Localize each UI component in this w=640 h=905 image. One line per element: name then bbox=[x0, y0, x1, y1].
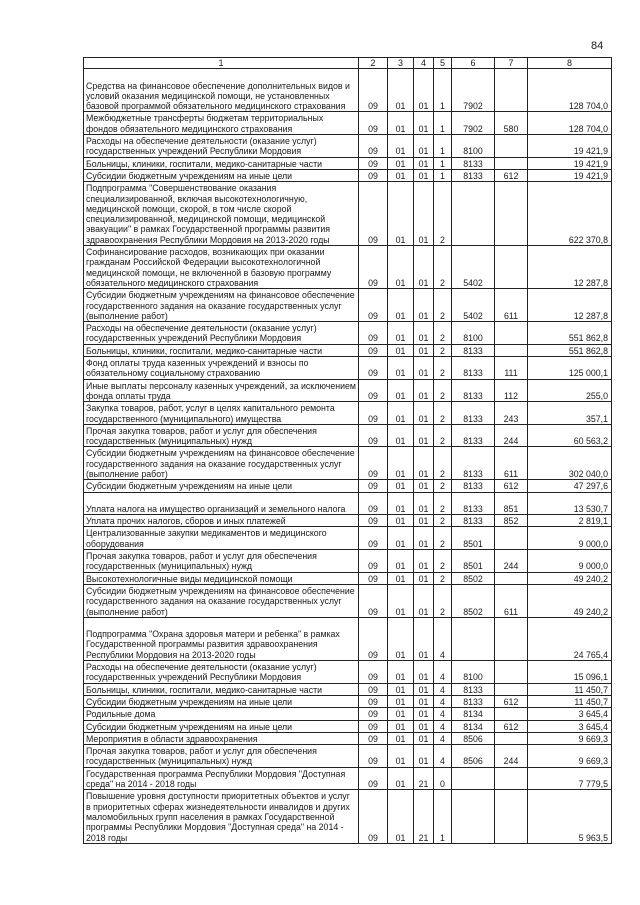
row-code-c3: 01 bbox=[388, 550, 414, 573]
row-code-c4: 01 bbox=[414, 617, 434, 660]
row-code-c3: 01 bbox=[388, 720, 414, 732]
row-code-c6: 8501 bbox=[452, 550, 495, 573]
row-code-c5: 4 bbox=[434, 708, 452, 720]
row-code-c7: 112 bbox=[495, 379, 528, 402]
row-code-c2: 09 bbox=[359, 617, 388, 660]
row-code-c6: 8133 bbox=[452, 379, 495, 402]
row-code-c2: 09 bbox=[359, 447, 388, 480]
row-code-c6: 8133 bbox=[452, 480, 495, 492]
row-code-c6: 8133 bbox=[452, 695, 495, 707]
row-code-c7: 611 bbox=[495, 584, 528, 617]
row-code-c5: 2 bbox=[434, 246, 452, 289]
row-code-c4: 01 bbox=[414, 527, 434, 550]
row-name: Расходы на обеспечение деятельности (оказание услуг) государственных учреждений Республики Мордовия bbox=[84, 135, 359, 158]
row-amount: 2 819,1 bbox=[528, 515, 612, 527]
row-code-c2: 09 bbox=[359, 322, 388, 345]
row-amount: 7 779,5 bbox=[528, 767, 612, 790]
row-amount: 3 645,4 bbox=[528, 720, 612, 732]
row-code-c5: 2 bbox=[434, 322, 452, 345]
row-code-c2: 09 bbox=[359, 424, 388, 447]
row-code-c5: 1 bbox=[434, 169, 452, 181]
row-code-c5: 4 bbox=[434, 661, 452, 684]
row-amount: 15 096,1 bbox=[528, 661, 612, 684]
row-code-c7 bbox=[495, 246, 528, 289]
table-row bbox=[84, 289, 612, 322]
row-amount: 47 297,6 bbox=[528, 480, 612, 492]
row-code-c5: 2 bbox=[434, 527, 452, 550]
row-code-c2: 09 bbox=[359, 767, 388, 790]
row-code-c7 bbox=[495, 69, 528, 112]
row-code-c4: 01 bbox=[414, 720, 434, 732]
row-code-c7: 244 bbox=[495, 550, 528, 573]
row-name: Субсидии бюджетным учреждениям на иные цели bbox=[84, 169, 359, 181]
column-header-2: 2 bbox=[359, 58, 388, 69]
row-code-c7: 612 bbox=[495, 695, 528, 707]
table-row bbox=[84, 732, 612, 744]
row-code-c5: 2 bbox=[434, 357, 452, 380]
row-code-c4: 01 bbox=[414, 732, 434, 744]
row-name: Родильные дома bbox=[84, 708, 359, 720]
row-code-c2: 09 bbox=[359, 720, 388, 732]
table-row bbox=[84, 695, 612, 707]
row-code-c5: 1 bbox=[434, 157, 452, 169]
row-code-c3: 01 bbox=[388, 745, 414, 768]
table-row bbox=[84, 720, 612, 732]
row-code-c3: 01 bbox=[388, 402, 414, 425]
row-name: Субсидии бюджетным учреждениям на финансовое обеспечение государственного задания на оказание государственных услуг (выполнение работ) bbox=[84, 289, 359, 322]
row-code-c5: 4 bbox=[434, 617, 452, 660]
row-code-c6: 5402 bbox=[452, 289, 495, 322]
row-code-c2: 09 bbox=[359, 182, 388, 246]
row-code-c2: 09 bbox=[359, 169, 388, 181]
row-code-c2: 09 bbox=[359, 135, 388, 158]
row-amount: 302 040,0 bbox=[528, 447, 612, 480]
row-code-c2: 09 bbox=[359, 69, 388, 112]
table-row bbox=[84, 480, 612, 492]
row-code-c7 bbox=[495, 572, 528, 584]
row-code-c7 bbox=[495, 135, 528, 158]
row-code-c3: 01 bbox=[388, 289, 414, 322]
row-amount: 9 000,0 bbox=[528, 527, 612, 550]
row-code-c7 bbox=[495, 767, 528, 790]
row-code-c7 bbox=[495, 617, 528, 660]
row-code-c7: 612 bbox=[495, 480, 528, 492]
row-amount: 12 287,8 bbox=[528, 246, 612, 289]
row-code-c3: 01 bbox=[388, 584, 414, 617]
row-amount: 9 000,0 bbox=[528, 550, 612, 573]
row-code-c4: 01 bbox=[414, 447, 434, 480]
row-name: Подпрограмма "Охрана здоровья матери и ребенка" в рамках Государственной программы развития здравоохранения Республики Мордовия на 2013-2020 годы bbox=[84, 617, 359, 660]
row-amount: 13 530,7 bbox=[528, 492, 612, 515]
row-code-c2: 09 bbox=[359, 515, 388, 527]
row-name: Больницы, клиники, госпитали, медико-санитарные части bbox=[84, 683, 359, 695]
row-code-c5: 2 bbox=[434, 492, 452, 515]
row-amount: 11 450,7 bbox=[528, 695, 612, 707]
row-code-c6: 8133 bbox=[452, 515, 495, 527]
row-code-c3: 01 bbox=[388, 344, 414, 356]
row-code-c3: 01 bbox=[388, 515, 414, 527]
row-code-c5: 2 bbox=[434, 480, 452, 492]
table-row bbox=[84, 322, 612, 345]
row-name: Фонд оплаты труда казенных учреждений и взносы по обязательному социальному страхованию bbox=[84, 357, 359, 380]
row-code-c4: 01 bbox=[414, 379, 434, 402]
row-code-c3: 01 bbox=[388, 695, 414, 707]
row-code-c6 bbox=[452, 182, 495, 246]
row-code-c4: 01 bbox=[414, 112, 434, 135]
row-amount: 49 240,2 bbox=[528, 584, 612, 617]
table-row bbox=[84, 169, 612, 181]
row-code-c4: 01 bbox=[414, 683, 434, 695]
row-amount: 5 963,5 bbox=[528, 790, 612, 844]
row-code-c5: 1 bbox=[434, 112, 452, 135]
row-name: Мероприятия в области здравоохранения bbox=[84, 732, 359, 744]
row-code-c3: 01 bbox=[388, 357, 414, 380]
row-code-c2: 09 bbox=[359, 683, 388, 695]
row-code-c5: 2 bbox=[434, 572, 452, 584]
row-code-c5: 2 bbox=[434, 515, 452, 527]
table-row bbox=[84, 572, 612, 584]
row-code-c6: 8100 bbox=[452, 661, 495, 684]
row-code-c5: 0 bbox=[434, 767, 452, 790]
column-header-8: 8 bbox=[528, 58, 612, 69]
row-code-c6: 8133 bbox=[452, 357, 495, 380]
table-row bbox=[84, 584, 612, 617]
row-name: Государственная программа Республики Мордовия "Доступная среда" на 2014 - 2018 годы bbox=[84, 767, 359, 790]
column-header-3: 3 bbox=[388, 58, 414, 69]
row-code-c3: 01 bbox=[388, 732, 414, 744]
row-code-c5: 1 bbox=[434, 790, 452, 844]
row-amount: 12 287,8 bbox=[528, 289, 612, 322]
row-code-c6: 8133 bbox=[452, 683, 495, 695]
row-amount: 622 370,8 bbox=[528, 182, 612, 246]
row-code-c2: 09 bbox=[359, 344, 388, 356]
row-code-c7 bbox=[495, 790, 528, 844]
row-code-c4: 01 bbox=[414, 322, 434, 345]
table-row bbox=[84, 112, 612, 135]
row-amount: 125 000,1 bbox=[528, 357, 612, 380]
row-code-c4: 01 bbox=[414, 135, 434, 158]
row-code-c6: 8134 bbox=[452, 708, 495, 720]
row-code-c6: 8134 bbox=[452, 720, 495, 732]
row-name: Закупка товаров, работ, услуг в целях капитального ремонта государственного (муниципального) имущества bbox=[84, 402, 359, 425]
row-code-c5: 4 bbox=[434, 720, 452, 732]
row-code-c4: 01 bbox=[414, 572, 434, 584]
row-code-c2: 09 bbox=[359, 572, 388, 584]
table-row bbox=[84, 424, 612, 447]
row-amount: 24 765,4 bbox=[528, 617, 612, 660]
table-row bbox=[84, 527, 612, 550]
row-code-c6: 8133 bbox=[452, 447, 495, 480]
row-code-c2: 09 bbox=[359, 790, 388, 844]
row-amount: 357,1 bbox=[528, 402, 612, 425]
row-code-c5: 1 bbox=[434, 135, 452, 158]
row-name: Субсидии бюджетным учреждениям на иные цели bbox=[84, 480, 359, 492]
row-code-c3: 01 bbox=[388, 790, 414, 844]
row-name: Уплата налога на имущество организаций и земельного налога bbox=[84, 492, 359, 515]
row-code-c3: 01 bbox=[388, 322, 414, 345]
row-code-c7: 580 bbox=[495, 112, 528, 135]
table-row bbox=[84, 550, 612, 573]
row-code-c4: 01 bbox=[414, 695, 434, 707]
row-name: Софинансирование расходов, возникающих при оказании гражданам Российской Федерации высокотехнологичной медицинской помощи, не включенной в базовую программу обязательного медицинского страхования bbox=[84, 246, 359, 289]
row-code-c7: 852 bbox=[495, 515, 528, 527]
row-code-c5: 2 bbox=[434, 379, 452, 402]
row-code-c7 bbox=[495, 344, 528, 356]
row-name: Расходы на обеспечение деятельности (оказание услуг) государственных учреждений Республики Мордовия bbox=[84, 661, 359, 684]
column-header-5: 5 bbox=[434, 58, 452, 69]
row-amount: 19 421,9 bbox=[528, 157, 612, 169]
row-code-c6: 7902 bbox=[452, 112, 495, 135]
row-code-c3: 01 bbox=[388, 708, 414, 720]
row-code-c5: 2 bbox=[434, 402, 452, 425]
row-code-c3: 01 bbox=[388, 246, 414, 289]
row-code-c7: 611 bbox=[495, 447, 528, 480]
table-row bbox=[84, 683, 612, 695]
row-code-c7: 851 bbox=[495, 492, 528, 515]
row-name: Прочая закупка товаров, работ и услуг для обеспечения государственных (муниципальных) нужд bbox=[84, 424, 359, 447]
row-amount: 60 563,2 bbox=[528, 424, 612, 447]
row-code-c5: 2 bbox=[434, 550, 452, 573]
table-row bbox=[84, 767, 612, 790]
row-code-c6: 8506 bbox=[452, 745, 495, 768]
row-code-c6: 8133 bbox=[452, 402, 495, 425]
row-code-c6: 5402 bbox=[452, 246, 495, 289]
row-code-c2: 09 bbox=[359, 289, 388, 322]
row-code-c2: 09 bbox=[359, 661, 388, 684]
table-row bbox=[84, 402, 612, 425]
row-name: Прочая закупка товаров, работ и услуг для обеспечения государственных (муниципальных) нужд bbox=[84, 550, 359, 573]
row-code-c6: 8502 bbox=[452, 572, 495, 584]
row-code-c2: 09 bbox=[359, 492, 388, 515]
row-code-c3: 01 bbox=[388, 572, 414, 584]
row-code-c2: 09 bbox=[359, 157, 388, 169]
column-header-6: 6 bbox=[452, 58, 495, 69]
row-code-c6: 8501 bbox=[452, 527, 495, 550]
row-name: Субсидии бюджетным учреждениям на финансовое обеспечение государственного задания на оказание государственных услуг (выполнение работ) bbox=[84, 584, 359, 617]
row-code-c5: 4 bbox=[434, 732, 452, 744]
column-header-1: 1 bbox=[84, 58, 359, 69]
row-name: Высокотехнологичные виды медицинской помощи bbox=[84, 572, 359, 584]
row-code-c7 bbox=[495, 527, 528, 550]
row-code-c3: 01 bbox=[388, 169, 414, 181]
row-amount: 255,0 bbox=[528, 379, 612, 402]
row-code-c7 bbox=[495, 708, 528, 720]
row-code-c3: 01 bbox=[388, 447, 414, 480]
row-code-c4: 01 bbox=[414, 515, 434, 527]
row-code-c4: 01 bbox=[414, 357, 434, 380]
row-code-c7: 612 bbox=[495, 169, 528, 181]
row-code-c7 bbox=[495, 683, 528, 695]
row-code-c4: 01 bbox=[414, 69, 434, 112]
row-code-c3: 01 bbox=[388, 69, 414, 112]
row-code-c4: 01 bbox=[414, 344, 434, 356]
row-code-c7 bbox=[495, 732, 528, 744]
table-row bbox=[84, 708, 612, 720]
row-code-c3: 01 bbox=[388, 379, 414, 402]
row-code-c4: 01 bbox=[414, 550, 434, 573]
row-code-c5: 2 bbox=[434, 289, 452, 322]
row-code-c6: 8133 bbox=[452, 157, 495, 169]
row-amount: 3 645,4 bbox=[528, 708, 612, 720]
row-code-c2: 09 bbox=[359, 246, 388, 289]
row-code-c2: 09 bbox=[359, 695, 388, 707]
row-code-c2: 09 bbox=[359, 584, 388, 617]
row-code-c4: 01 bbox=[414, 424, 434, 447]
row-code-c4: 01 bbox=[414, 402, 434, 425]
row-code-c4: 01 bbox=[414, 169, 434, 181]
row-amount: 9 669,3 bbox=[528, 745, 612, 768]
row-code-c5: 2 bbox=[434, 584, 452, 617]
row-code-c7: 244 bbox=[495, 745, 528, 768]
row-code-c2: 09 bbox=[359, 527, 388, 550]
table-row bbox=[84, 790, 612, 844]
row-code-c2: 09 bbox=[359, 480, 388, 492]
row-code-c4: 01 bbox=[414, 584, 434, 617]
page-number: 84 bbox=[591, 40, 604, 52]
table-row bbox=[84, 745, 612, 768]
row-code-c4: 01 bbox=[414, 661, 434, 684]
row-code-c3: 01 bbox=[388, 135, 414, 158]
table-row bbox=[84, 157, 612, 169]
row-name: Средства на финансовое обеспечение дополнительных видов и условий оказания медицинской помощи, не установленных базовой программой обязательного медицинского страхования bbox=[84, 69, 359, 112]
row-amount: 128 704,0 bbox=[528, 69, 612, 112]
row-name: Субсидии бюджетным учреждениям на финансовое обеспечение государственного задания на оказание государственных услуг (выполнение работ) bbox=[84, 447, 359, 480]
row-code-c6: 8506 bbox=[452, 732, 495, 744]
row-name: Субсидии бюджетным учреждениям на иные цели bbox=[84, 695, 359, 707]
row-code-c4: 01 bbox=[414, 708, 434, 720]
row-code-c5: 2 bbox=[434, 182, 452, 246]
row-code-c7: 244 bbox=[495, 424, 528, 447]
row-code-c7: 611 bbox=[495, 289, 528, 322]
row-code-c6: 7902 bbox=[452, 69, 495, 112]
table-row bbox=[84, 617, 612, 660]
row-code-c6: 8133 bbox=[452, 492, 495, 515]
row-code-c5: 1 bbox=[434, 69, 452, 112]
row-name: Межбюджетные трансферты бюджетам территориальных фондов обязательного медицинского страхования bbox=[84, 112, 359, 135]
row-code-c4: 21 bbox=[414, 767, 434, 790]
row-code-c4: 01 bbox=[414, 157, 434, 169]
column-header-row bbox=[84, 58, 612, 69]
table-row bbox=[84, 182, 612, 246]
row-code-c3: 01 bbox=[388, 617, 414, 660]
table-row bbox=[84, 661, 612, 684]
row-code-c7: 243 bbox=[495, 402, 528, 425]
row-code-c4: 01 bbox=[414, 745, 434, 768]
row-amount: 128 704,0 bbox=[528, 112, 612, 135]
row-code-c3: 01 bbox=[388, 527, 414, 550]
budget-table bbox=[83, 57, 612, 844]
row-name: Повышение уровня доступности приоритетных объектов и услуг в приоритетных сферах жизнедеятельности инвалидов и других маломобильных групп населения в рамках Государственной программы Республики Мордовия "Доступная среда" на 2014 - 2018 годы bbox=[84, 790, 359, 844]
row-code-c3: 01 bbox=[388, 767, 414, 790]
row-name: Субсидии бюджетным учреждениям на иные цели bbox=[84, 720, 359, 732]
row-code-c2: 09 bbox=[359, 550, 388, 573]
row-amount: 551 862,8 bbox=[528, 344, 612, 356]
row-code-c4: 01 bbox=[414, 182, 434, 246]
table-row bbox=[84, 246, 612, 289]
row-name: Подпрограмма "Совершенствование оказания специализированной, включая высокотехнологичную, медицинской помощи, скорой, в том числе скорой специализированной, медицинской помощи, медицинской эвакуации" в рамках Государственной программы развития здравоохранения Республики Мордовия на 2013-2020 годы bbox=[84, 182, 359, 246]
row-code-c6: 8100 bbox=[452, 135, 495, 158]
row-amount: 9 669,3 bbox=[528, 732, 612, 744]
row-amount: 11 450,7 bbox=[528, 683, 612, 695]
row-code-c2: 09 bbox=[359, 357, 388, 380]
row-code-c6: 8133 bbox=[452, 424, 495, 447]
row-code-c3: 01 bbox=[388, 182, 414, 246]
row-name: Иные выплаты персоналу казенных учреждений, за исключением фонда оплаты труда bbox=[84, 379, 359, 402]
row-code-c7: 111 bbox=[495, 357, 528, 380]
row-code-c6: 8100 bbox=[452, 322, 495, 345]
row-name: Расходы на обеспечение деятельности (оказание услуг) государственных учреждений Республики Мордовия bbox=[84, 322, 359, 345]
row-code-c4: 01 bbox=[414, 480, 434, 492]
row-code-c2: 09 bbox=[359, 745, 388, 768]
table-row bbox=[84, 447, 612, 480]
table-row bbox=[84, 515, 612, 527]
row-code-c5: 4 bbox=[434, 683, 452, 695]
row-code-c4: 01 bbox=[414, 289, 434, 322]
row-code-c3: 01 bbox=[388, 157, 414, 169]
row-name: Больницы, клиники, госпитали, медико-санитарные части bbox=[84, 157, 359, 169]
row-code-c6 bbox=[452, 767, 495, 790]
row-code-c5: 2 bbox=[434, 344, 452, 356]
row-name: Централизованные закупки медикаментов и медицинского оборудования bbox=[84, 527, 359, 550]
row-name: Прочая закупка товаров, работ и услуг для обеспечения государственных (муниципальных) нужд bbox=[84, 745, 359, 768]
row-code-c7: 612 bbox=[495, 720, 528, 732]
row-code-c6 bbox=[452, 790, 495, 844]
row-code-c3: 01 bbox=[388, 424, 414, 447]
row-code-c2: 09 bbox=[359, 379, 388, 402]
row-code-c6: 8133 bbox=[452, 169, 495, 181]
table-row bbox=[84, 379, 612, 402]
row-code-c4: 01 bbox=[414, 246, 434, 289]
row-code-c2: 09 bbox=[359, 708, 388, 720]
row-code-c4: 01 bbox=[414, 492, 434, 515]
table-row bbox=[84, 357, 612, 380]
row-code-c4: 21 bbox=[414, 790, 434, 844]
row-amount: 49 240,2 bbox=[528, 572, 612, 584]
row-code-c5: 4 bbox=[434, 745, 452, 768]
column-header-7: 7 bbox=[495, 58, 528, 69]
row-code-c5: 4 bbox=[434, 695, 452, 707]
row-code-c2: 09 bbox=[359, 112, 388, 135]
row-code-c7 bbox=[495, 182, 528, 246]
table-row bbox=[84, 135, 612, 158]
row-code-c2: 09 bbox=[359, 402, 388, 425]
row-amount: 19 421,9 bbox=[528, 169, 612, 181]
table-row bbox=[84, 344, 612, 356]
row-amount: 551 862,8 bbox=[528, 322, 612, 345]
row-amount: 19 421,9 bbox=[528, 135, 612, 158]
row-code-c7 bbox=[495, 661, 528, 684]
column-header-4: 4 bbox=[414, 58, 434, 69]
row-code-c7 bbox=[495, 322, 528, 345]
row-code-c5: 2 bbox=[434, 424, 452, 447]
row-code-c3: 01 bbox=[388, 661, 414, 684]
row-code-c2: 09 bbox=[359, 732, 388, 744]
row-code-c6: 8133 bbox=[452, 344, 495, 356]
row-name: Больницы, клиники, госпитали, медико-санитарные части bbox=[84, 344, 359, 356]
row-name: Уплата прочих налогов, сборов и иных платежей bbox=[84, 515, 359, 527]
row-code-c6: 8502 bbox=[452, 584, 495, 617]
row-code-c7 bbox=[495, 157, 528, 169]
row-code-c6 bbox=[452, 617, 495, 660]
row-code-c5: 2 bbox=[434, 447, 452, 480]
row-code-c3: 01 bbox=[388, 492, 414, 515]
table-row bbox=[84, 69, 612, 112]
table-row bbox=[84, 492, 612, 515]
row-code-c3: 01 bbox=[388, 480, 414, 492]
row-code-c3: 01 bbox=[388, 683, 414, 695]
row-code-c3: 01 bbox=[388, 112, 414, 135]
